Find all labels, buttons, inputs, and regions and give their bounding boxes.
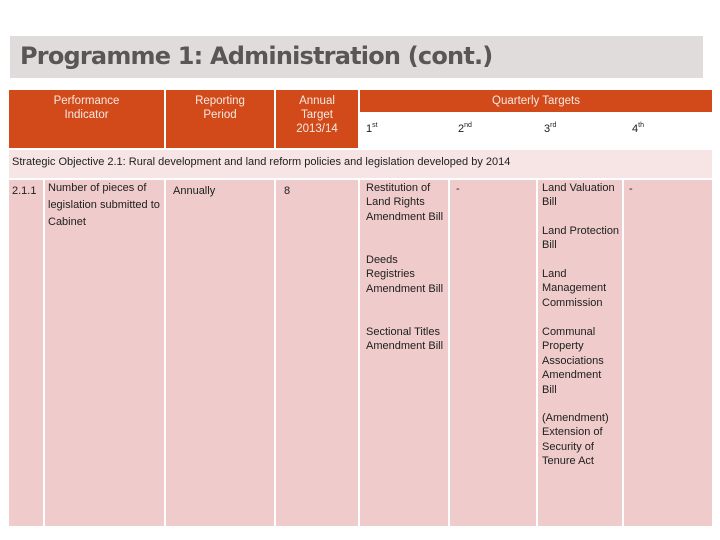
- q1-item: Restitution of Land Rights Amendment Bill: [366, 182, 444, 223]
- row-number-cell: [9, 180, 43, 526]
- q2-suffix: nd: [464, 122, 472, 129]
- header-annual-target: [276, 90, 358, 148]
- header-performance-indicator-label: Performance Indicator: [53, 95, 120, 121]
- q4-suffix: th: [638, 122, 644, 129]
- header-reporting-period: [166, 90, 274, 148]
- header-annual-target-label: Annual Target 2013/14: [296, 95, 338, 135]
- row-q4-cell: [624, 180, 712, 526]
- row-reporting-period: Annually: [173, 185, 216, 197]
- q3-item: Land Protection Bill: [542, 225, 620, 252]
- page-title: Programme 1: Administration (cont.): [20, 42, 493, 70]
- row-reporting-period-cell: [166, 180, 274, 526]
- q1-item: Sectional Titles Amendment Bill: [366, 326, 444, 353]
- q3-number: 3: [544, 123, 551, 135]
- row-q4-value: -: [629, 183, 633, 195]
- header-quarterly-targets-label: Quarterly Targets: [492, 95, 580, 107]
- q3-item: Land Management Commission: [542, 268, 607, 309]
- row-indicator: Number of pieces of legislation submitted to Cabinet: [48, 182, 160, 228]
- row-indicator-cell: [45, 180, 164, 526]
- q1-item: Deeds Registries Amendment Bill: [366, 254, 444, 295]
- q3-item: (Amendment) Extension of Security of Tenure Act: [542, 412, 609, 468]
- header-quarterly-targets: [360, 90, 712, 112]
- header-reporting-period-label: Reporting Period: [195, 95, 245, 121]
- q3-item: Land Valuation Bill: [542, 182, 615, 209]
- strategic-objective-text: Strategic Objective 2.1: Rural development and land reform policies and legislation developed by 2014: [12, 156, 511, 168]
- q1-number: 1: [366, 123, 373, 135]
- q1-suffix: st: [372, 122, 378, 129]
- q3-item: Communal Property Associations Amendment Bill: [542, 326, 604, 396]
- q4-number: 4: [632, 123, 639, 135]
- row-number: 2.1.1: [12, 185, 37, 197]
- header-q3: [538, 114, 622, 148]
- header-q4: [624, 114, 712, 148]
- row-annual-target: 8: [284, 185, 291, 197]
- header-q1: [360, 114, 448, 148]
- row-annual-target-cell: [276, 180, 358, 526]
- strategic-objective-row: [9, 150, 712, 178]
- q2-number: 2: [458, 123, 465, 135]
- header-q2: [450, 114, 536, 148]
- header-performance-indicator: [9, 90, 164, 148]
- row-q2-cell: [450, 180, 536, 526]
- row-q2-value: -: [456, 183, 460, 195]
- q3-suffix: rd: [550, 122, 557, 129]
